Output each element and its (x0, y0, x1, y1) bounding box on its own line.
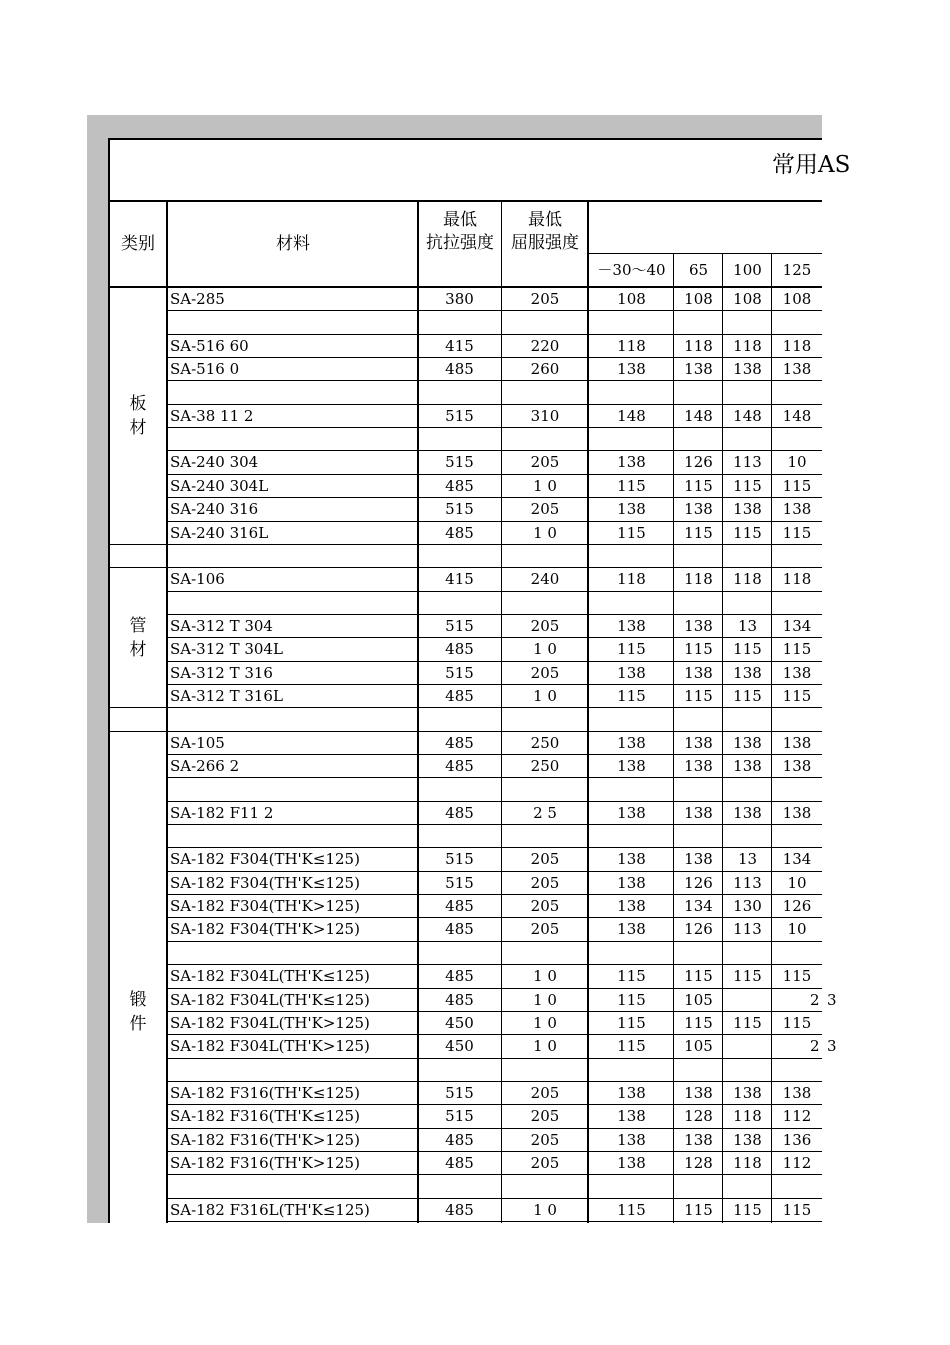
temp-value-cell: 10 (787, 453, 807, 472)
tensile-cell: 450 (445, 1037, 474, 1056)
overflow-value: 3 (827, 1037, 837, 1056)
material-cell: SA-182 F304L(TH'K>125) (170, 1013, 370, 1032)
yield-cell: 250 (530, 757, 560, 775)
temp-value-cell: 138 (782, 500, 812, 519)
temp-value-cell: 2 (810, 1037, 820, 1056)
temp-value-cell: 138 (684, 757, 713, 775)
header-tensile-line1: 最低 (443, 210, 477, 230)
temp-value-cell: 115 (733, 1013, 762, 1032)
temp-value-cell: 130 (733, 897, 762, 916)
temp-value-cell: 113 (733, 453, 762, 472)
category-forging-1: 锻 (129, 990, 147, 1010)
temp-value-cell: 138 (782, 803, 812, 822)
temp-value-cell: 115 (684, 967, 713, 986)
tensile-cell: 515 (445, 850, 474, 869)
temp-value-cell: 138 (782, 733, 812, 752)
category-plate-1: 板 (129, 394, 147, 414)
yield-cell: 205 (530, 1083, 560, 1102)
temp-value-cell: 115 (733, 476, 762, 495)
tensile-cell: 485 (445, 476, 474, 495)
temp-value-cell: 115 (733, 967, 762, 986)
temp-value-cell: 115 (782, 967, 812, 986)
temp-value-cell: 138 (617, 803, 646, 822)
temp-header-line (589, 253, 822, 254)
yield-cell: 205 (530, 616, 560, 635)
tensile-cell: 485 (445, 803, 474, 822)
row-line-37 (168, 1174, 822, 1175)
row-line-0 (168, 310, 822, 311)
temp-value-cell: 113 (733, 920, 762, 939)
temp-value-cell: 138 (684, 803, 713, 822)
temp-value-cell: 118 (684, 336, 713, 355)
tensile-cell: 485 (445, 360, 474, 379)
temp-value-cell: 118 (684, 570, 713, 589)
category-pipe-2: 材 (129, 640, 147, 660)
temp-value-cell: 115 (733, 640, 762, 659)
yield-cell: 205 (530, 1107, 560, 1126)
temp-value-cell: 115 (782, 686, 812, 705)
row-line-3 (168, 380, 822, 381)
tensile-cell: 485 (445, 523, 474, 542)
material-cell: SA-240 304 (170, 453, 259, 472)
temp-value-cell: 138 (617, 1153, 646, 1172)
temp-value-cell: 134 (684, 897, 713, 916)
header-temp-4: 125 (782, 261, 812, 279)
temp-value-cell: 138 (617, 1130, 646, 1149)
tensile-cell: 485 (445, 686, 474, 705)
temp-value-cell: 138 (617, 733, 646, 752)
temp-value-cell: 138 (617, 663, 646, 682)
temp-value-cell: 138 (684, 616, 713, 635)
yield-cell: 1 0 (533, 1037, 557, 1056)
material-cell: SA-106 (170, 570, 225, 589)
material-cell: SA-182 F304(TH'K≤125) (170, 850, 360, 869)
temp-value-cell: 138 (733, 663, 762, 682)
yield-cell: 1 0 (533, 686, 557, 705)
temp-value-cell: 108 (684, 290, 713, 308)
temp-value-cell: 126 (782, 897, 812, 916)
header-material: 材料 (276, 234, 310, 254)
temp-value-cell: 126 (684, 453, 713, 472)
temp-value-cell: 138 (782, 360, 812, 379)
temp-value-cell: 115 (617, 1200, 646, 1219)
temp-value-cell: 108 (782, 290, 812, 308)
category-separator-top-0 (108, 544, 168, 545)
temp-value-cell: 148 (617, 406, 646, 425)
yield-cell: 205 (530, 1130, 560, 1149)
temp-value-cell: 115 (782, 523, 812, 542)
material-cell: SA-312 T 304L (170, 640, 283, 659)
temp-value-cell: 112 (782, 1107, 812, 1126)
tensile-cell: 380 (445, 290, 474, 308)
yield-cell: 205 (530, 1153, 560, 1172)
material-cell: SA-182 F316(TH'K≤125) (170, 1083, 360, 1102)
material-cell: SA-516 60 (170, 336, 249, 355)
temp-value-cell: 115 (782, 476, 812, 495)
yield-cell: 1 0 (533, 523, 557, 542)
material-cell: SA-312 T 304 (170, 616, 273, 635)
header-temp-1: －30～40 (597, 261, 666, 279)
tensile-cell: 485 (445, 1153, 474, 1172)
yield-cell: 205 (530, 453, 560, 472)
temp-value-cell: 105 (684, 1037, 713, 1056)
category-pipe-1: 管 (129, 616, 147, 636)
temp-value-cell: 112 (782, 1153, 812, 1172)
temp-value-cell: 138 (684, 850, 713, 869)
temp-value-cell: 138 (782, 663, 812, 682)
yield-cell: 205 (530, 897, 560, 916)
temp-value-cell: 10 (787, 873, 807, 892)
tensile-cell: 485 (445, 920, 474, 939)
category-plate-2: 材 (129, 418, 147, 438)
temp-value-cell: 138 (684, 733, 713, 752)
temp-value-cell: 115 (617, 686, 646, 705)
yield-cell: 260 (530, 360, 560, 379)
temp-value-cell: 118 (617, 570, 646, 589)
material-cell: SA-182 F304(TH'K>125) (170, 920, 360, 939)
row-line-12 (168, 591, 822, 592)
temp-value-cell: 108 (733, 290, 762, 308)
row-line-5 (168, 427, 822, 428)
material-cell: SA-240 316 (170, 500, 259, 519)
temp-value-cell: 118 (733, 570, 762, 589)
yield-cell: 240 (530, 570, 560, 589)
material-cell: SA-38 11 2 (170, 406, 254, 425)
temp-value-cell: 115 (617, 523, 646, 542)
material-cell: SA-182 F304L(TH'K≤125) (170, 967, 370, 986)
temp-value-cell: 108 (617, 290, 646, 308)
yield-cell: 310 (530, 406, 560, 425)
tensile-cell: 485 (445, 967, 474, 986)
tensile-cell: 485 (445, 1200, 474, 1219)
material-cell: SA-182 F304(TH'K≤125) (170, 873, 360, 892)
temp-value-cell: 115 (782, 1013, 812, 1032)
yield-cell: 205 (530, 850, 560, 869)
temp-value-cell: 115 (684, 640, 713, 659)
header-tensile-line2: 抗拉强度 (426, 233, 494, 253)
temp-value-cell: 118 (782, 336, 812, 355)
temp-value-cell: 138 (617, 757, 646, 775)
tensile-cell: 515 (445, 663, 474, 682)
yield-cell: 1 0 (533, 640, 557, 659)
row-line-32 (168, 1058, 822, 1059)
material-cell: SA-182 F304L(TH'K>125) (170, 1037, 370, 1056)
temp-value-cell: 138 (733, 757, 762, 775)
temp-value-cell: 138 (617, 1083, 646, 1102)
temp-value-cell: 115 (782, 640, 812, 659)
temp-value-cell: 138 (617, 897, 646, 916)
temp-value-cell: 2 (810, 990, 820, 1009)
temp-value-cell: 138 (733, 733, 762, 752)
temp-value-cell: 115 (684, 523, 713, 542)
tensile-cell: 485 (445, 897, 474, 916)
temp-value-cell: 113 (733, 873, 762, 892)
tensile-cell: 515 (445, 453, 474, 472)
yield-cell: 1 0 (533, 1200, 557, 1219)
header-top-line (108, 200, 822, 202)
temp-value-cell: 138 (617, 500, 646, 519)
temp-value-cell: 138 (617, 453, 646, 472)
temp-value-cell: 118 (733, 336, 762, 355)
material-cell: SA-266 2 (170, 757, 240, 775)
yield-cell: 2 5 (533, 803, 557, 822)
temp-value-cell: 118 (617, 336, 646, 355)
temp-value-cell: 138 (684, 360, 713, 379)
category-column-line (166, 200, 168, 1223)
temp-value-cell: 138 (617, 873, 646, 892)
yield-cell: 205 (530, 873, 560, 892)
temp-value-cell: 138 (684, 1130, 713, 1149)
yield-cell: 1 0 (533, 1013, 557, 1032)
tensile-cell: 485 (445, 1130, 474, 1149)
material-cell: SA-240 304L (170, 476, 269, 495)
material-cell: SA-182 F11 2 (170, 803, 274, 822)
temp-value-cell: 115 (684, 476, 713, 495)
category-separator-bottom-0 (108, 567, 168, 568)
temp-value-cell: 115 (782, 1200, 812, 1219)
temp-value-cell: 118 (782, 570, 812, 589)
row-line-22 (168, 824, 822, 825)
yield-cell: 205 (530, 663, 560, 682)
temp-value-cell: 148 (684, 406, 713, 425)
yield-cell: 1 0 (533, 476, 557, 495)
temp-value-cell: 115 (733, 523, 762, 542)
header-yield-line2: 屈服强度 (511, 233, 579, 253)
row-line-17 (168, 707, 822, 708)
temp-value-cell: 126 (684, 920, 713, 939)
row-line-39 (168, 1221, 822, 1222)
temp-value-cell: 138 (684, 1083, 713, 1102)
temp-value-cell: 115 (617, 990, 646, 1009)
yield-cell: 220 (530, 336, 560, 355)
temp-value-cell: 115 (617, 476, 646, 495)
temp-value-cell: 148 (782, 406, 812, 425)
temp-value-cell: 138 (733, 1130, 762, 1149)
header-temp-2: 65 (688, 261, 709, 279)
temp-value-cell: 138 (617, 360, 646, 379)
temp-value-cell: 138 (733, 500, 762, 519)
material-cell: SA-182 F304(TH'K>125) (170, 897, 360, 916)
material-cell: SA-312 T 316L (170, 686, 283, 705)
row-line-10 (168, 544, 822, 545)
temp-value-cell: 126 (684, 873, 713, 892)
tensile-cell: 515 (445, 616, 474, 635)
tensile-cell: 415 (445, 570, 474, 589)
yield-cell: 205 (530, 290, 560, 308)
row-line-27 (168, 941, 822, 942)
temp-value-cell: 138 (617, 920, 646, 939)
temp-value-cell: 138 (782, 1083, 812, 1102)
temp-value-cell: 138 (782, 757, 812, 775)
row-line-20 (168, 777, 822, 778)
material-cell: SA-182 F316L(TH'K≤125) (170, 1200, 370, 1219)
temp-value-cell: 13 (737, 850, 758, 869)
temp-value-cell: 118 (733, 1153, 762, 1172)
temp-value-cell: 134 (782, 616, 812, 635)
temp-value-cell: 115 (617, 967, 646, 986)
tensile-cell: 515 (445, 873, 474, 892)
tensile-cell: 450 (445, 1013, 474, 1032)
yield-cell: 1 0 (533, 967, 557, 986)
temp-value-cell: 115 (684, 1200, 713, 1219)
material-cell: SA-182 F316(TH'K>125) (170, 1153, 360, 1172)
material-cell: SA-182 F316(TH'K≤125) (170, 1107, 360, 1126)
temp-value-cell: 136 (782, 1130, 812, 1149)
material-cell: SA-516 0 (170, 360, 240, 379)
category-separator-top-1 (108, 707, 168, 708)
header-yield-line1: 最低 (528, 210, 562, 230)
material-cell: SA-312 T 316 (170, 663, 273, 682)
sheet-overflow-area (822, 115, 950, 1223)
temp-value-cell: 128 (684, 1153, 713, 1172)
temp-value-cell: 10 (787, 920, 807, 939)
yield-cell: 1 0 (533, 990, 557, 1009)
header-temp-3: 100 (733, 261, 762, 279)
category-forging-2: 件 (129, 1014, 147, 1034)
temp-value-cell: 138 (684, 663, 713, 682)
temp-value-cell: 115 (733, 1200, 762, 1219)
tensile-cell: 415 (445, 336, 474, 355)
tensile-cell: 485 (445, 640, 474, 659)
yield-cell: 205 (530, 920, 560, 939)
temp-value-cell: 138 (617, 1107, 646, 1126)
material-cell: SA-105 (170, 733, 225, 752)
temp-value-cell: 148 (733, 406, 762, 425)
temp-value-cell: 138 (733, 803, 762, 822)
temp-value-cell: 118 (733, 1107, 762, 1126)
material-cell: SA-240 316L (170, 523, 269, 542)
temp-value-cell: 128 (684, 1107, 713, 1126)
temp-value-cell: 138 (733, 1083, 762, 1102)
page-title: 常用AS (772, 152, 851, 178)
temp-value-cell: 134 (782, 850, 812, 869)
temp-value-cell: 115 (733, 686, 762, 705)
temp-value-cell: 115 (617, 1013, 646, 1032)
temp-value-cell: 13 (737, 616, 758, 635)
tensile-cell: 515 (445, 1107, 474, 1126)
material-cell: SA-182 F316(TH'K>125) (170, 1130, 360, 1149)
temp-value-cell: 138 (617, 850, 646, 869)
yield-cell: 205 (530, 500, 560, 519)
temp-value-cell: 138 (684, 500, 713, 519)
material-cell: SA-182 F304L(TH'K≤125) (170, 990, 370, 1009)
overflow-value: 3 (827, 990, 837, 1009)
temp-value-cell: 138 (617, 616, 646, 635)
tensile-cell: 485 (445, 990, 474, 1009)
tensile-cell: 515 (445, 406, 474, 425)
temp-value-cell: 105 (684, 990, 713, 1009)
tensile-cell: 485 (445, 733, 474, 752)
header-category: 类别 (121, 234, 155, 254)
temp-value-cell: 115 (617, 1037, 646, 1056)
yield-cell: 250 (530, 733, 560, 752)
temp-value-cell: 138 (733, 360, 762, 379)
tensile-cell: 515 (445, 500, 474, 519)
tensile-cell: 485 (445, 757, 474, 775)
temp-value-cell: 115 (684, 686, 713, 705)
temp-value-cell: 115 (684, 1013, 713, 1032)
material-cell: SA-285 (170, 290, 225, 308)
temp-value-cell: 115 (617, 640, 646, 659)
tensile-cell: 515 (445, 1083, 474, 1102)
category-separator-bottom-1 (108, 731, 168, 732)
